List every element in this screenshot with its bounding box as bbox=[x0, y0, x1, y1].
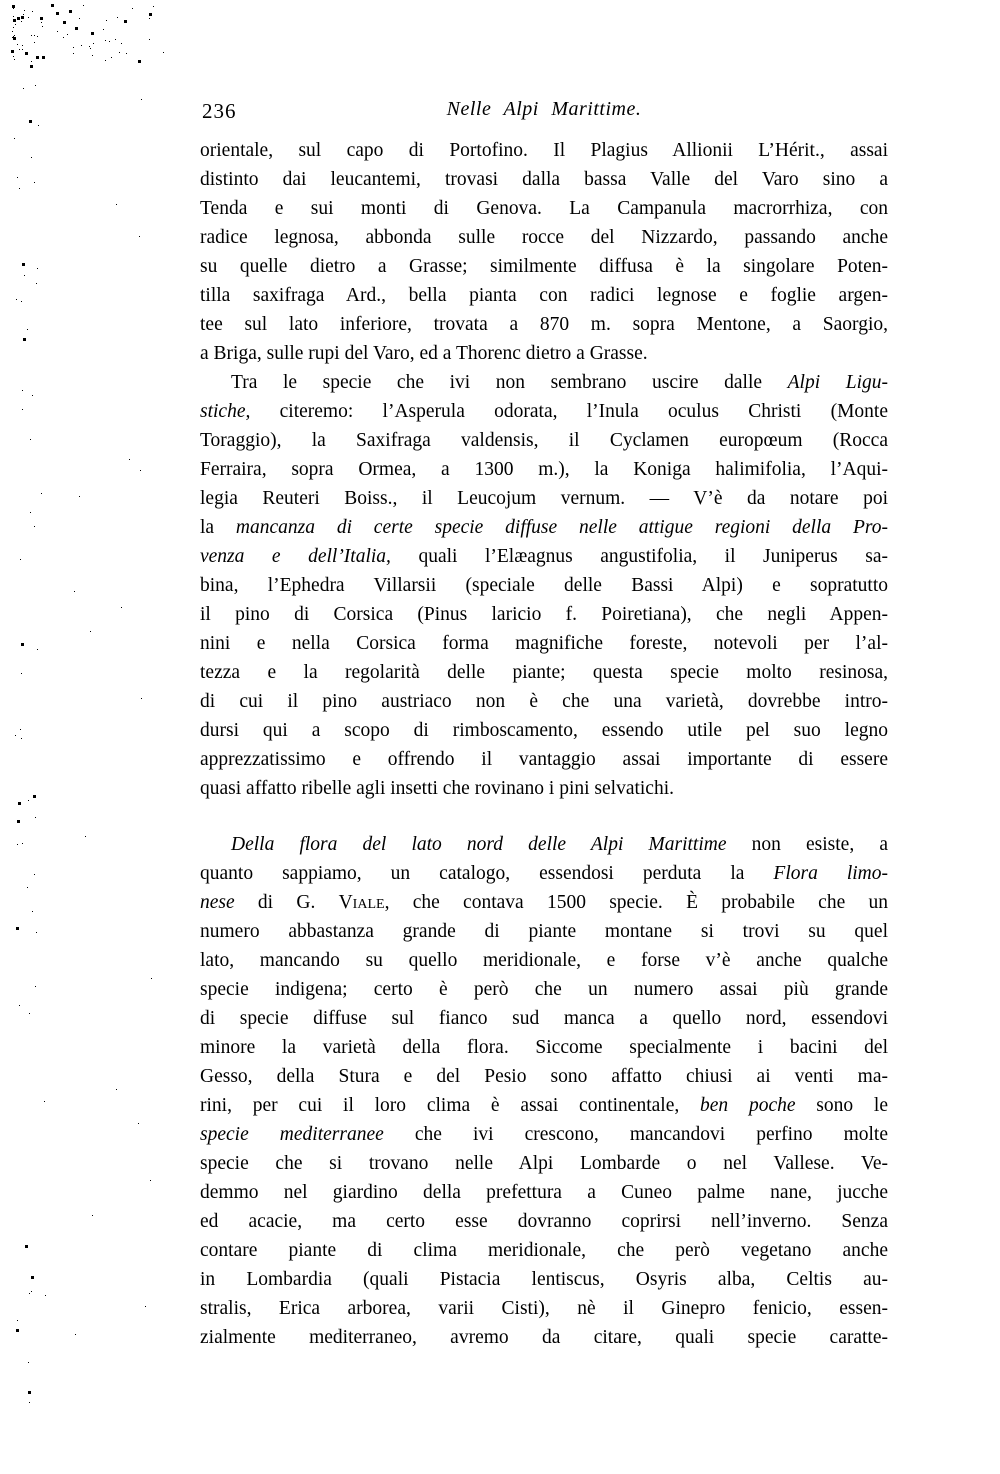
text-segment: che ivi crescono, mancandovi perfino molte bbox=[383, 1124, 889, 1145]
text-segment: venza e dell’Italia, bbox=[200, 546, 391, 567]
text-segment: citeremo: l’Asperula odorata, l’Inula oculus Christi (Monte bbox=[250, 401, 888, 422]
text-segment: Gesso, della Stura e del Pesio sono affatto chiusi ai venti ma- bbox=[200, 1066, 888, 1087]
text-segment: demmo nel giardino della prefettura a Cuneo palme nane, jucche bbox=[200, 1182, 888, 1203]
text-segment: in Lombardia (quali Pistacia lentiscus, Osyris alba, Celtis au- bbox=[200, 1269, 888, 1290]
text-line bbox=[200, 194, 888, 223]
text-segment: di G. bbox=[234, 892, 339, 913]
text-segment: distinto dai leucantemi, trovasi dalla bassa Valle del Varo sino a bbox=[200, 169, 888, 190]
text-segment: tilla saxifraga Ard., bella pianta con radici legnose e foglie argen- bbox=[200, 285, 888, 306]
text-segment: mancanza di certe specie diffuse nelle attigue regioni della Pro- bbox=[235, 517, 888, 538]
text-line bbox=[200, 1033, 888, 1062]
text-line bbox=[200, 136, 888, 165]
text-line bbox=[200, 455, 888, 484]
text-line bbox=[200, 1178, 888, 1207]
text-segment: rini, per cui il loro clima è assai continentale, bbox=[200, 1095, 701, 1116]
text-line bbox=[200, 484, 888, 513]
body-text bbox=[200, 136, 888, 1352]
text-segment: numero abbastanza grande di piante montane si trovi su quel bbox=[200, 921, 888, 942]
text-line bbox=[200, 1294, 888, 1323]
text-segment: non esiste, a bbox=[726, 834, 888, 855]
text-segment: sono le bbox=[795, 1095, 888, 1116]
text-segment: il pino di Corsica (Pinus laricio f. Poiretiana), che negli Appen- bbox=[200, 604, 888, 625]
text-segment: orientale, sul capo di Portofino. Il Plagius Allionii L’Hérit., assai bbox=[200, 140, 888, 161]
running-title: Nelle Alpi Marittime. bbox=[446, 98, 642, 120]
text-line bbox=[200, 1091, 888, 1120]
text-line bbox=[200, 1062, 888, 1091]
text-segment: Alpi Ligu- bbox=[787, 372, 888, 393]
text-segment: bina, l’Ephedra Villarsii (speciale delle Bassi Alpi) e sopratutto bbox=[200, 575, 888, 596]
text-segment: ben poche bbox=[700, 1095, 796, 1116]
text-line bbox=[200, 310, 888, 339]
text-segment: apprezzatissimo e offrendo il vantaggio assai importante di essere bbox=[200, 749, 888, 770]
text-line bbox=[200, 1149, 888, 1178]
text-line bbox=[200, 397, 888, 426]
text-segment: di cui il pino austriaco non è che una varietà, dovrebbe intro- bbox=[200, 691, 888, 712]
text-segment: tee sul lato inferiore, trovata a 870 m. sopra Mentone, a Saorgio, bbox=[200, 314, 888, 335]
text-segment: Tra le specie che ivi non sembrano uscire dalle bbox=[231, 372, 788, 393]
text-segment: Viale bbox=[338, 892, 385, 913]
text-line bbox=[200, 252, 888, 281]
text-line bbox=[200, 1004, 888, 1033]
text-line bbox=[200, 426, 888, 455]
text-segment: stralis, Erica arborea, varii Cisti), nè il Ginepro fenicio, essen- bbox=[200, 1298, 888, 1319]
text-line bbox=[200, 946, 888, 975]
text-segment: Della flora del lato nord delle Alpi Marittime bbox=[231, 834, 727, 855]
scan-noise bbox=[0, 0, 1, 1]
text-line bbox=[200, 339, 888, 368]
text-segment: Tenda e sui monti di Genova. La Campanula macrorrhiza, con bbox=[200, 198, 888, 219]
text-segment: legia Reuteri Boiss., il Leucojum vernum. — V’è da notare poi bbox=[200, 488, 888, 509]
text-line bbox=[200, 1207, 888, 1236]
text-segment: Toraggio), la Saxifraga valdensis, il Cyclamen europœum (Rocca bbox=[200, 430, 888, 451]
text-segment: tezza e la regolarità delle piante; questa specie molto resinosa, bbox=[200, 662, 888, 683]
text-line bbox=[200, 600, 888, 629]
page-header bbox=[200, 98, 888, 124]
text-line bbox=[200, 165, 888, 194]
text-segment: specie mediterranee bbox=[200, 1124, 384, 1145]
text-segment: Ferraira, sopra Ormea, a 1300 m.), la Koniga halimifolia, l’Aqui- bbox=[200, 459, 888, 480]
text-line bbox=[200, 281, 888, 310]
text-line bbox=[200, 1265, 888, 1294]
text-line bbox=[200, 542, 888, 571]
text-line bbox=[200, 917, 888, 946]
text-segment: radice legnosa, abbonda sulle rocce del Nizzardo, passando anche bbox=[200, 227, 888, 248]
text-line bbox=[200, 571, 888, 600]
page-number: 236 bbox=[202, 99, 237, 123]
text-line bbox=[200, 1236, 888, 1265]
text-line bbox=[200, 774, 888, 803]
text-segment: nese bbox=[200, 892, 235, 913]
text-line bbox=[200, 687, 888, 716]
text-segment: stiche, bbox=[200, 401, 251, 422]
text-line bbox=[200, 1120, 888, 1149]
text-segment: la bbox=[200, 517, 236, 538]
text-segment: di specie diffuse sul fianco sud manca a quello nord, essendovi bbox=[200, 1008, 888, 1029]
text-segment: specie indigena; certo è però che un numero assai più grande bbox=[200, 979, 888, 1000]
text-line bbox=[200, 1323, 888, 1352]
text-segment: dursi qui a scopo di rimboscamento, essendo utile pel suo legno bbox=[200, 720, 888, 741]
text-segment: quali l’Elæagnus angustifolia, il Juniperus sa- bbox=[390, 546, 888, 567]
text-segment: zialmente mediterraneo, avremo da citare, quali specie caratte- bbox=[200, 1327, 888, 1348]
text-line bbox=[200, 223, 888, 252]
text-line bbox=[200, 629, 888, 658]
text-line bbox=[200, 975, 888, 1004]
text-segment: lato, mancando su quello meridionale, e forse v’è anche qualche bbox=[200, 950, 888, 971]
text-line bbox=[200, 716, 888, 745]
text-line bbox=[200, 658, 888, 687]
text-line bbox=[200, 368, 888, 397]
text-line bbox=[200, 830, 888, 859]
text-line bbox=[200, 859, 888, 888]
text-segment: su quelle dietro a Grasse; similmente diffusa è la singolare Poten- bbox=[200, 256, 888, 277]
text-line bbox=[200, 888, 888, 917]
text-segment: specie che si trovano nelle Alpi Lombarde o nel Vallese. Ve- bbox=[200, 1153, 888, 1174]
text-segment: quasi affatto ribelle agli insetti che rovinano i pini selvatichi. bbox=[200, 778, 675, 799]
text-segment: ed acacie, ma certo esse dovranno coprirsi nell’inverno. Senza bbox=[200, 1211, 888, 1232]
text-segment: Flora limo- bbox=[773, 863, 888, 884]
text-segment: , che contava 1500 specie. È probabile che un bbox=[384, 892, 888, 913]
text-segment: nini e nella Corsica forma magnifiche foreste, notevoli per l’al- bbox=[200, 633, 888, 654]
text-segment: contare piante di clima meridionale, che però vegetano anche bbox=[200, 1240, 888, 1261]
text-segment: minore la varietà della flora. Siccome specialmente i bacini del bbox=[200, 1037, 888, 1058]
text-segment: quanto sappiamo, un catalogo, essendosi perduta la bbox=[200, 863, 774, 884]
text-line bbox=[200, 745, 888, 774]
text-line bbox=[200, 513, 888, 542]
text-segment: a Briga, sulle rupi del Varo, ed a Thorenc dietro a Grasse. bbox=[200, 343, 648, 364]
